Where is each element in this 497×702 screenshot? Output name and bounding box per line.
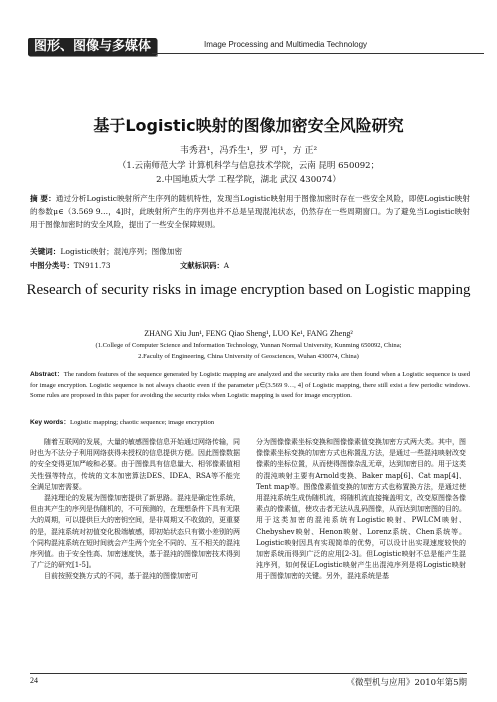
authors-en: ZHANG Xiu Jun¹, FENG Qiao Sheng¹, LUO Ke¹, FANG Zheng² [144,329,353,338]
affiliation-en-1: (1.College of Computer Science and Information Technology, Yunnan Normal University, Kunming 650092, China; [95,342,402,349]
footer-rule [30,673,467,674]
body-paragraph: 混沌理论的发展为图像加密提供了新思路。混沌是确定性系统，但由其产生的序列是伪随机的，不可预测的，在理想条件下具有无限大的周期，可以提供巨大的密钥空间，是非周期又不收敛的，更重要的是，混沌系统对初值变化极端敏感，即初始状态只有微小差别的两个同构混沌系统在短时间就会产生两个完全不同的、互不相关的混沌序列值。由于安全性高、加密速度快，基于混沌的图像加密技术得到了广泛的研究[1-5]。 [30,494,240,570]
clc-value: TN911.73 [73,261,111,270]
affiliation-en-2: 2.Faculty of Engineering, China University of Geosciences, Wuhan 430074, China) [138,353,359,360]
body-paragraph: 目前按照变换方式的不同，基于混沌的图像加密可 [44,572,198,581]
doc-value: A [223,261,230,270]
paper-title-cn: 基于Logistic映射的图像加密安全风险研究 [93,116,404,135]
affiliation-cn-1: （1.云南师范大学 计算机科学与信息技术学院，云南 昆明 650092； [117,161,380,171]
section-title-cn: 图形、图像与多媒体 [28,38,157,56]
clc-label: 中图分类号： [30,261,74,270]
abstract-en-label: Abstract： [30,371,64,378]
section-title-en: Image Processing and Multimedia Technology [204,40,368,49]
doc-label: 文献标识码： [180,261,224,270]
body-paragraph: 随着互联网的发展，大量的敏感图像信息开始通过网络传输，同时也为不法分子利用网络获得未授权的信息提供方便。因此图像数据的安全变得更加严峻和必要。由于图像具有信息量大、相邻像素值相关性强等特点，传统的文本加密算法DES、IDEA、RSA等不能完全满足加密需要。 [30,438,240,491]
keywords-cn-text: Logistic映射；混沌序列；图像加密 [60,247,183,256]
abstract-cn [30,192,470,231]
page-number: 24 [30,676,38,685]
keywords-cn [30,246,470,257]
header-rule [152,53,484,54]
keywords-en-label: Key words： [30,419,70,426]
doc-code [180,261,229,271]
section-header [28,38,484,56]
keywords-en [30,416,470,426]
keywords-en-text: Logistic mapping; chaotic sequence; image encryption [69,419,215,426]
body-column-right [256,437,466,583]
abstract-en-text: The random features of the sequence generated by Logistic mapping are analyzed and the security risks are then found when a Logistic sequence is used for image encryption. Logistic sequence is not always chaotic even if the parameter μ∈(3.569 9…, 4] of Logistic mapping, there still exist a few periodic windows. Some rules are proposed in this paper for avoiding the security risks when Logistic mapping is used for image encryption. [30,371,470,399]
paper-title-en: Research of security risks in image encryption based on Logistic mapping [26,282,471,298]
keywords-cn-label: 关键词： [30,247,61,256]
authors-cn: 韦秀君¹，冯乔生¹，罗 可¹，方 正² [179,146,318,156]
journal-name: 《微型机与应用》2010年第5期 [346,678,467,688]
classification-line [30,261,470,271]
affiliation-cn-2: 2.中国地质大学 工程学院，湖北 武汉 430074） [156,175,341,185]
body-column-left [30,437,240,583]
abstract-cn-label: 摘 要： [30,194,56,203]
body-paragraph: 分为图像像素坐标变换和图像像素值变换加密方式两大类。其中，图像像素坐标变换的加密方式也称置乱方法，是通过一些混沌映射改变像素的坐标位置，从而使得图像杂乱无章，达到加密目的。用于这类的混沌映射主要有Arnold变换、Baker map[6]、Cat map[4]、Tent map等。图像像素值变换的加密方式也称置换方法，是通过使用混沌系统生成伪随机流，将随机流直接掩盖明文，改变原图像各像素点的像素值，使攻击者无法从乱码图像，从而达到加密图的目的。用于这类加密的混沌系统有Logistic映射、PWLCM映射、Chebyshev映射、Henon映射、Lorenz系统、Chen系统等。Logistic映射因具有实现简单的优势，可以设计出实现速度较快的加密系统而得到广泛的应用[2-3]。但Logistic映射不总是能产生混沌序列，如何保证Logistic映射产生出混沌序列是将Logistic映射用于图像加密的关键。另外，混沌系统是基 [256,438,466,581]
abstract-en [30,370,470,402]
abstract-cn-text: 通过分析Logistic映射所产生序列的随机特性，发现当Logistic映射用于图像加密时存在一些安全风险，即使Logistic映射的参数μ∈（3.569 9…，4]时，此映射所产生的序列也并不总是呈现混沌状态，仍然存在一些周期窗口。为了避免当Logistic映射用于图像加密时的安全风险，提出了一些安全保障规则。 [30,194,470,229]
